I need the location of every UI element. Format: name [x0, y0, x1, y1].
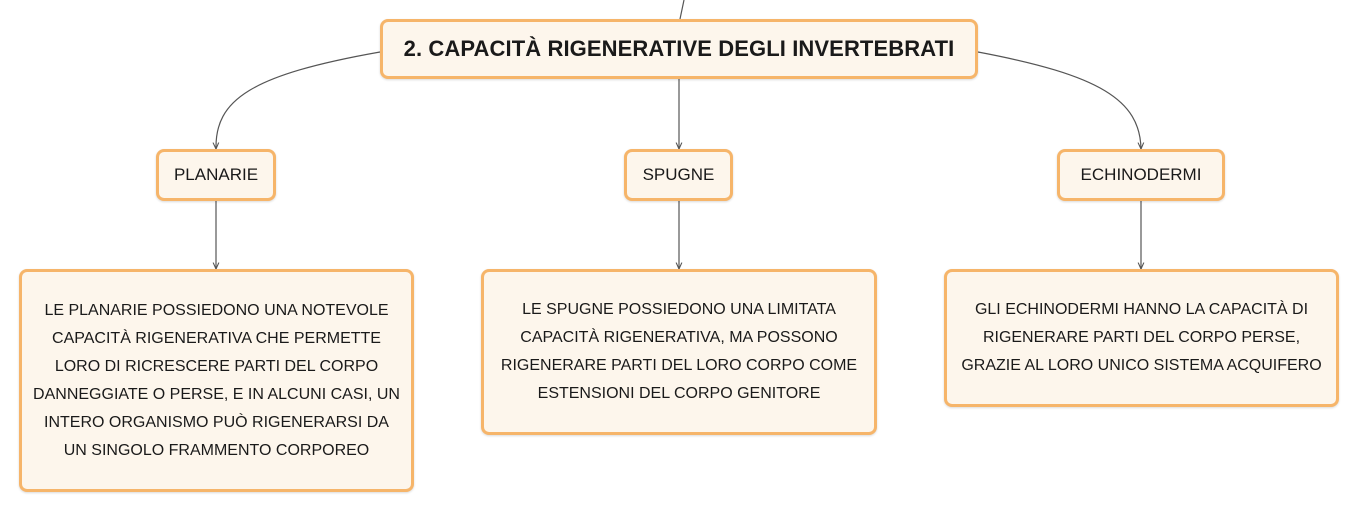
root-topic-label: 2. CAPACITÀ RIGENERATIVE DEGLI INVERTEBRATI: [403, 36, 955, 61]
topic-planarie[interactable]: [156, 149, 276, 201]
topic-spugne[interactable]: [624, 149, 733, 201]
detail-echinodermi[interactable]: [944, 269, 1339, 407]
detail-planarie[interactable]: [19, 269, 414, 492]
detail-planarie-text: LE PLANARIE POSSIEDONO UNA NOTEVOLE CAPACITÀ RIGENERATIVA CHE PERMETTE LORO DI RICRESCERE PARTI DEL CORPO DANNEGGIATE O PERSE, E IN ALCUNI CASI, UN INTERO ORGANISMO PUÒ RIGENERARSI DA UN SINGOLO FRAMMENTO CORPOREO: [33, 301, 400, 459]
detail-spugne[interactable]: [481, 269, 877, 435]
detail-spugne-text: LE SPUGNE POSSIEDONO UNA LIMITATA CAPACITÀ RIGENERATIVA, MA POSSONO RIGENERARE PARTI DEL LORO CORPO COME ESTENSIONI DEL CORPO GENITORE: [500, 301, 858, 402]
connector-parent-to-root: [680, 0, 684, 19]
topic-spugne-label: SPUGNE: [642, 165, 715, 184]
connector-root-to-echinodermi: [978, 52, 1141, 149]
connector-root-to-planarie: [216, 52, 380, 149]
root-topic[interactable]: [380, 19, 978, 79]
topic-echinodermi[interactable]: [1057, 149, 1225, 201]
topic-echinodermi-label: ECHINODERMI: [1080, 165, 1202, 184]
detail-echinodermi-text: GLI ECHINODERMI HANNO LA CAPACITÀ DI RIGENERARE PARTI DEL CORPO PERSE, GRAZIE AL LORO UNICO SISTEMA ACQUIFERO: [961, 301, 1322, 374]
topic-planarie-label: PLANARIE: [173, 165, 259, 184]
